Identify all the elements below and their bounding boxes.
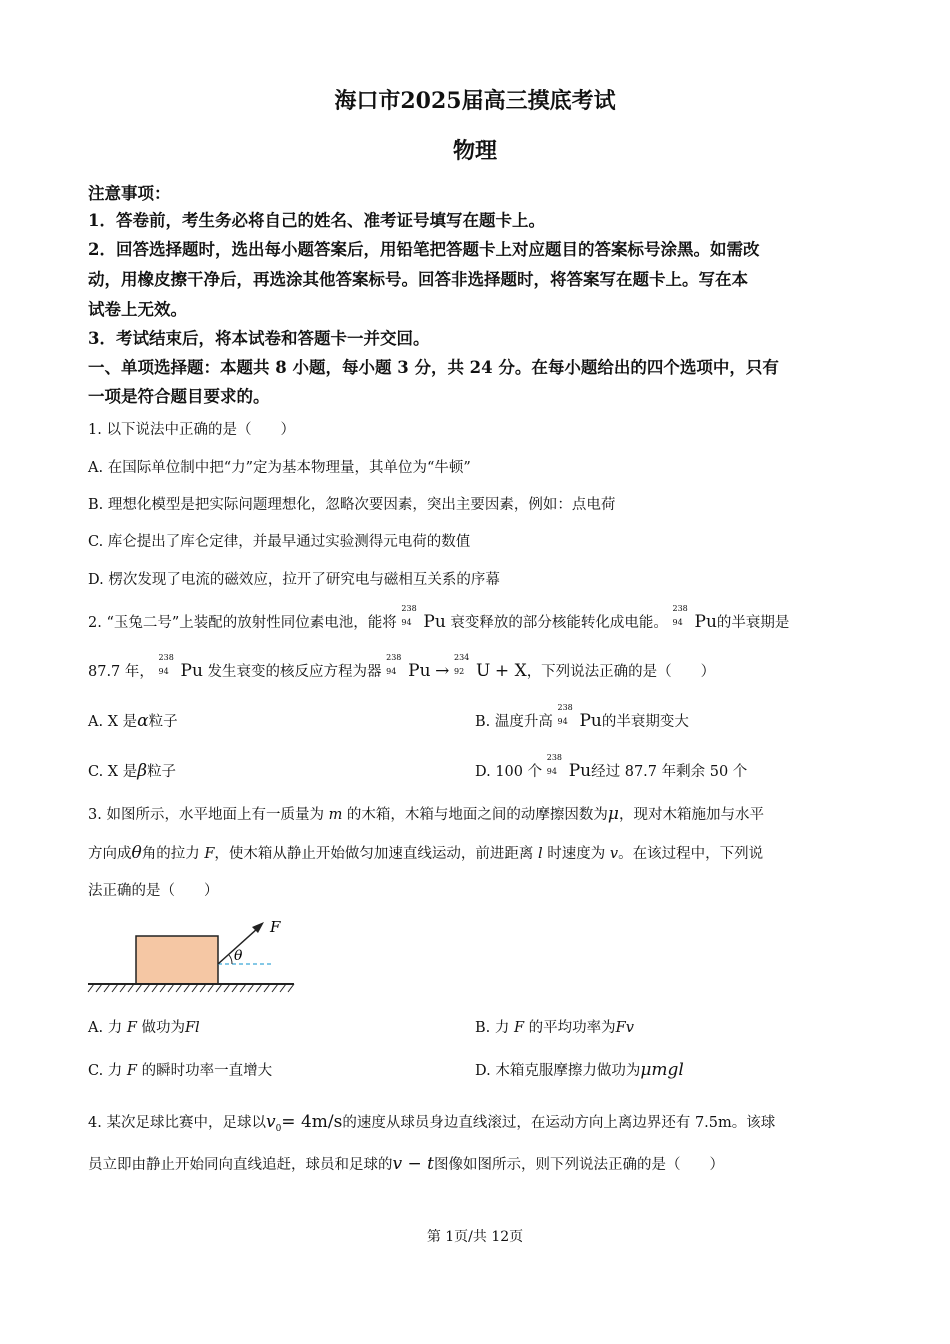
ground-hatching	[88, 984, 294, 992]
exam-title: 海口市2025届高三摸底考试	[334, 88, 616, 114]
notice-item-2-line-2: 动，用橡皮擦干净后，再选涂其他答案标号。回答非选择题时，将答案写在题卡上。写在本	[88, 270, 748, 289]
q3-option-d: D. 木箱克服摩擦力做功为μmgl	[475, 1060, 684, 1080]
section-1-line-1: 一、单项选择题：本题共 8 小题，每小题 3 分，共 24 分。在每小题给出的四个选项中，只有	[88, 358, 779, 377]
angle-label-theta: θ	[234, 948, 243, 964]
q3-option-b: B. 力 F 的平均功率为Fv	[475, 1020, 634, 1036]
section-1-line-2: 一项是符合题目要求的。	[88, 387, 270, 406]
page-footer: 第 1页/共 12页	[426, 1229, 524, 1245]
q3-option-c: C. 力 F 的瞬时功率一直增大	[88, 1063, 273, 1079]
wooden-box	[136, 936, 218, 984]
q2-stem-line-1: 2. “玉兔二号”上装配的放射性同位素电池，能将 238 94 Pu 衰变释放的部分核能转化成电能。 238 94 Pu的半衰期是	[88, 604, 790, 632]
q2-stem-line-2: 87.7 年， 238 94 Pu 发生衰变的核反应方程为器 238 94 Pu → 234 92 U + X，下列说法正确的是（ ）	[88, 653, 716, 681]
q1-option-d: D. 楞次发现了电流的磁效应，拉开了研究电与磁相互关系的序幕	[88, 572, 500, 588]
notice-heading: 注意事项：	[88, 184, 171, 203]
q1-stem: 1. 以下说法中正确的是（ ）	[88, 422, 295, 438]
q3-option-a: A. 力 F 做功为Fl	[88, 1020, 200, 1036]
notice-item-3: 3．考试结束后，将本试卷和答题卡一并交回。	[88, 329, 430, 348]
q4-stem-line-1: 4. 某次足球比赛中，足球以$v_0= 4m/s$的速度从球员身边直线滚过，在运动方向上离边界还有 7.5m。该球	[88, 1112, 776, 1134]
u-234-nuclide: 234 92	[453, 653, 470, 676]
q1-option-c: C. 库仑提出了库仑定律，并最早通过实验测得元电荷的数值	[88, 534, 471, 550]
q2-option-d: D. 100 个 238 94 Pu经过 87.7 年剩余 50 个	[475, 753, 748, 781]
subject-title: 物理	[452, 138, 497, 164]
q1-option-a: A. 在国际单位制中把“力”定为基本物理量，其单位为“牛顿”	[88, 460, 471, 476]
q2-option-a: A. X 是α粒子	[88, 711, 178, 731]
pu-238-nuclide: 238 94	[401, 604, 417, 627]
q3-figure	[86, 912, 300, 996]
notice-item-2-line-1: 2．回答选择题时，选出每小题答案后，用铅笔把答题卡上对应题目的答案标号涂黑。如需改	[88, 240, 760, 259]
notice-item-2-line-3: 试卷上无效。	[88, 300, 187, 319]
q1-option-b: B. 理想化模型是把实际问题理想化，忽略次要因素，突出主要因素，例如：点电荷	[88, 497, 616, 513]
reaction-arrow: →	[435, 661, 450, 681]
force-label-F: F	[270, 918, 281, 936]
q2-option-b: B. 温度升高 238 94 Pu的半衰期变大	[475, 703, 689, 731]
q3-stem-line-2: 方向成θ角的拉力 F，使木箱从静止开始做匀加速直线运动，前进距离 l 时速度为 v。在该过程中，下列说	[88, 843, 764, 863]
angle-arc	[229, 955, 232, 964]
q3-stem-line-1: 3. 如图所示，水平地面上有一质量为 m 的木箱，木箱与地面之间的动摩擦因数为μ，现对木箱施加与水平	[88, 804, 764, 824]
q4-stem-line-2: 员立即由静止开始同向直线追赶，球员和足球的v − t图像如图所示，则下列说法正确的是（ ）	[88, 1154, 724, 1174]
notice-item-1: 1．答卷前，考生务必将自己的姓名、准考证号填写在题卡上。	[88, 211, 545, 230]
q2-option-c: C. X 是β粒子	[88, 761, 177, 781]
q3-stem-line-3: 法正确的是（ ）	[88, 883, 219, 899]
